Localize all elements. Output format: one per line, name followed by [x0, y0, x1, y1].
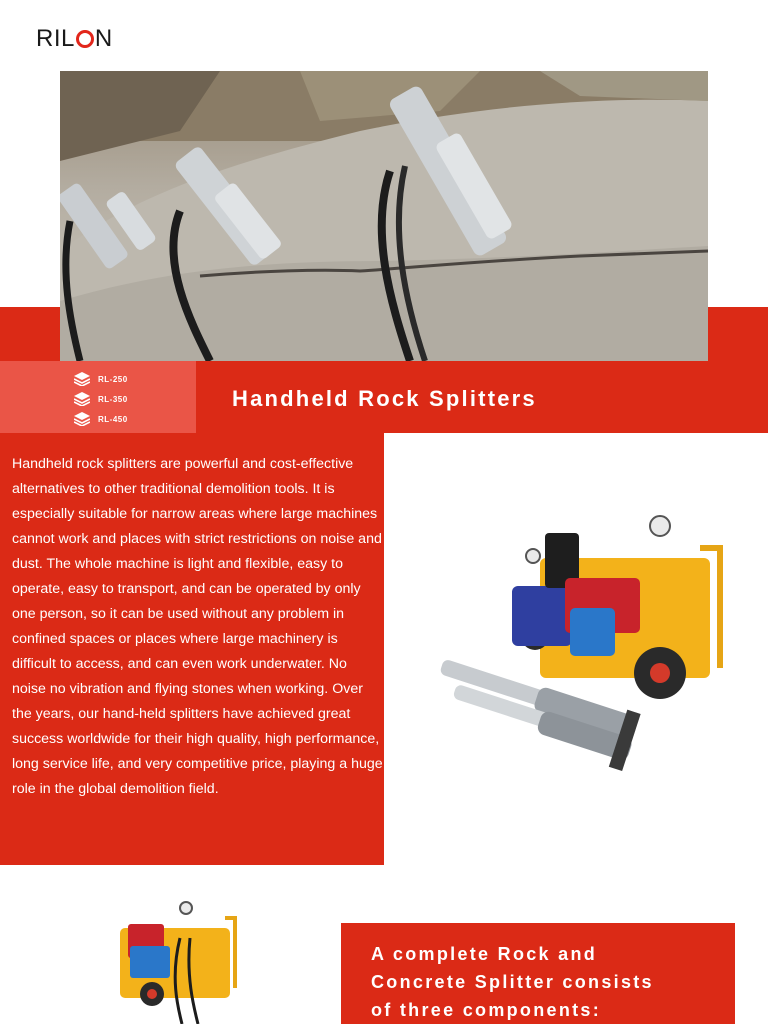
model-item — [74, 392, 128, 406]
description-panel — [0, 433, 384, 865]
logo-o-ring-icon — [76, 30, 94, 48]
power-unit-small-illustration — [100, 898, 250, 1024]
model-label: RL-250 — [98, 374, 128, 384]
hero-photo — [60, 71, 708, 361]
hydraulic-power-unit-illustration — [420, 508, 740, 788]
layers-icon — [74, 372, 90, 386]
logo-text-left: RIL — [36, 25, 75, 52]
model-item — [74, 372, 128, 386]
model-label: RL-450 — [98, 414, 128, 424]
components-heading-line: Concrete Splitter consists — [371, 972, 654, 992]
page-title: Handheld Rock Splitters — [232, 386, 537, 411]
rock-splitting-illustration — [60, 71, 708, 361]
machine-photo-small — [100, 898, 250, 1024]
layers-icon — [74, 392, 90, 406]
model-label: RL-350 — [98, 394, 128, 404]
logo-text-right: N — [94, 25, 113, 52]
model-item — [74, 412, 128, 426]
model-list — [0, 361, 196, 433]
layers-icon — [74, 412, 90, 426]
description-text: Handheld rock splitters are powerful and cost-effective alternatives to other traditional demolition tools. It is especially suitable for narrow areas where large machines cannot work and places with strict restrictions on noise and dust. The whole machine is light and flexible, easy to operate, easy to transport, and can be operated by only one person, so it can be used without any problem in confined spaces or places where large machinery is difficult to access, and can even work underwater. No noise no vibration and flying stones when working. Over the years, our hand-held splitters have achieved great success worldwide for their high quality, high performance, long service life, and very competitive price, playing a huge role in the global demolition field. — [12, 456, 383, 797]
components-heading-line: of three components: — [371, 1000, 602, 1020]
components-heading-panel — [341, 923, 735, 1024]
components-heading-line: A complete Rock and — [371, 944, 598, 964]
brand-logo — [36, 26, 113, 52]
machine-photo-large — [420, 508, 740, 788]
